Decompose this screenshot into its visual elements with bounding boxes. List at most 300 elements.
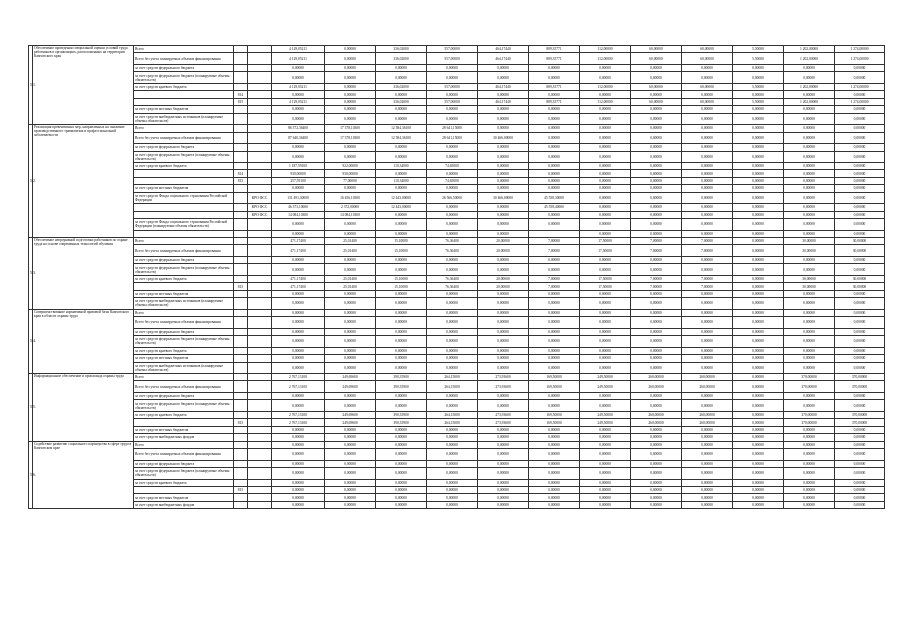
amount-cell: 0,00000 [272, 328, 325, 335]
amount-cell: 249,69600 [325, 381, 376, 393]
budget-code [234, 494, 248, 501]
amount-cell: 0,00000 [427, 336, 478, 348]
amount-cell: 464,17440 [478, 46, 529, 53]
budget-code [234, 64, 248, 71]
amount-cell: 0,00000 [733, 106, 784, 113]
amount-cell: 0,00000 [325, 264, 376, 276]
amount-cell: 0,00000 [478, 460, 529, 467]
budget-code [234, 434, 248, 441]
funding-source [134, 211, 234, 218]
amount-cell: 0,00000 [682, 400, 733, 412]
amount-cell: 1 187,59100 [272, 163, 325, 170]
amount-cell: 249,50000 [580, 419, 631, 426]
fund-code [248, 400, 272, 412]
amount-cell: 0,00000 [682, 204, 733, 211]
amount-cell: 0,00000 [427, 72, 478, 84]
funding-source: за счет средств федерального бюджета (планируемые объемы обязательств) [134, 336, 234, 348]
amount-cell: 370,00000 [784, 412, 835, 419]
amount-cell: 0,00000 [325, 53, 376, 65]
table-row [29, 400, 885, 412]
amount-cell: 0,00000 [478, 91, 529, 98]
table-row [29, 204, 885, 211]
amount-cell: 557,00000 [427, 53, 478, 65]
table-row [29, 163, 885, 170]
table-row [29, 245, 885, 257]
table-body [29, 46, 885, 509]
amount-cell: 0,00000 [631, 434, 682, 441]
amount-cell: 249,50000 [580, 412, 631, 419]
amount-cell: 0,00000 [580, 494, 631, 501]
amount-cell: 0,00000 [580, 362, 631, 374]
amount-cell: 0,00000 [427, 230, 478, 237]
amount-cell: 0,00000 [631, 132, 682, 144]
fund-code [248, 170, 272, 177]
amount-cell: 0,00000 [733, 64, 784, 71]
amount-cell: 0,00000 [272, 501, 325, 508]
amount-cell: 7,00000 [529, 283, 580, 290]
budget-code [234, 393, 248, 400]
amount-cell: 0,00000 [376, 441, 427, 448]
amount-cell: 0,00000 [325, 290, 376, 297]
amount-cell: 0,00000 [529, 460, 580, 467]
amount-cell: 0,00000 [427, 494, 478, 501]
amount-cell: 557,00000 [427, 98, 478, 105]
fund-code [248, 328, 272, 335]
amount-cell: 0,00000 [682, 486, 733, 493]
amount-cell: 0,00000 [682, 151, 733, 163]
amount-cell: 0,00000 [835, 290, 885, 297]
amount-cell: 0,00000 [529, 264, 580, 276]
amount-cell: 0,00000 [427, 393, 478, 400]
amount-cell: 0,00000 [376, 72, 427, 84]
amount-cell: 0,00000 [580, 393, 631, 400]
amount-cell: 0,00000 [376, 494, 427, 501]
amount-cell: 0,00000 [580, 309, 631, 316]
funding-source: за счет средств федерального бюджета [134, 393, 234, 400]
amount-cell: 0,00000 [325, 328, 376, 335]
amount-cell: 249,69600 [325, 412, 376, 419]
amount-cell: 0,00000 [835, 362, 885, 374]
amount-cell: 0,00000 [631, 125, 682, 132]
table-row [29, 192, 885, 204]
amount-cell: 0,00000 [478, 204, 529, 211]
amount-cell: 0,00000 [325, 113, 376, 125]
amount-cell: 0,00000 [529, 347, 580, 354]
amount-cell: 0,00000 [427, 91, 478, 98]
amount-cell: 1 202,00000 [784, 83, 835, 90]
amount-cell: 0,00000 [835, 64, 885, 71]
amount-cell: 0,00000 [478, 185, 529, 192]
amount-cell: 25,01400 [325, 283, 376, 290]
amount-cell: 0,00000 [580, 91, 631, 98]
amount-cell: 0,00000 [682, 106, 733, 113]
table-row [29, 53, 885, 65]
amount-cell: 370,00000 [835, 381, 885, 393]
fund-code [248, 91, 272, 98]
amount-cell: 0,00000 [325, 362, 376, 374]
amount-cell: 0,00000 [784, 64, 835, 71]
amount-cell: 336,02000 [376, 46, 427, 53]
amount-cell: 0,00000 [478, 230, 529, 237]
amount-cell: 0,00000 [784, 336, 835, 348]
budget-code [234, 317, 248, 329]
fund-code [248, 426, 272, 433]
amount-cell: 0,00000 [272, 264, 325, 276]
amount-cell: 273,93600 [478, 381, 529, 393]
amount-cell: 260,00000 [682, 381, 733, 393]
fund-code [248, 46, 272, 53]
amount-cell: 0,00000 [427, 362, 478, 374]
section-number: 5.6. [29, 441, 33, 509]
amount-cell: 0,00000 [784, 211, 835, 218]
amount-cell: 0,00000 [376, 106, 427, 113]
fund-code [248, 98, 272, 105]
amount-cell: 0,00000 [325, 400, 376, 412]
amount-cell: 464,17440 [478, 83, 529, 90]
amount-cell: 0,00000 [733, 486, 784, 493]
amount-cell: 0,00000 [580, 449, 631, 461]
amount-cell: 0,00000 [478, 170, 529, 177]
funding-source: за счет средств краевого бюджета [134, 412, 234, 419]
amount-cell: 0,00000 [325, 393, 376, 400]
funding-source: за счет средств местных бюджетов [134, 185, 234, 192]
funding-source: за счет средств федерального бюджета (планируемые объемы обязательств) [134, 400, 234, 412]
amount-cell: 17,50000 [580, 238, 631, 245]
table-row [29, 355, 885, 362]
amount-cell: 464,17440 [478, 98, 529, 105]
fund-code [248, 434, 272, 441]
amount-cell: 0,00000 [682, 468, 733, 480]
amount-cell: 257,59100 [272, 177, 325, 184]
amount-cell: 0,00000 [784, 468, 835, 480]
amount-cell: 0,00000 [835, 163, 885, 170]
funding-source [134, 91, 234, 98]
amount-cell: 0,00000 [631, 219, 682, 231]
amount-cell: 0,00000 [272, 298, 325, 310]
amount-cell: 0,00000 [682, 479, 733, 486]
amount-cell: 0,00000 [376, 170, 427, 177]
amount-cell: 0,00000 [529, 426, 580, 433]
amount-cell: 45 558,40000 [529, 204, 580, 211]
funding-source: за счет средств местных бюджетов [134, 355, 234, 362]
amount-cell: 0,00000 [682, 449, 733, 461]
amount-cell: 370,00000 [835, 419, 885, 426]
amount-cell: 471,17400 [272, 275, 325, 282]
amount-cell: 922,00000 [325, 163, 376, 170]
amount-cell: 7,00000 [631, 275, 682, 282]
funding-source: за счет средств краевого бюджета [134, 83, 234, 90]
amount-cell: 0,00000 [835, 468, 885, 480]
amount-cell: 12 443,00000 [376, 192, 427, 204]
funding-source: Всего без учета планируемых объемов финансирования [134, 449, 234, 461]
budget-code [234, 460, 248, 467]
amount-cell: 0,00000 [784, 426, 835, 433]
amount-cell [529, 230, 580, 237]
amount-cell: 7,00000 [631, 245, 682, 257]
amount-cell: 0,00000 [682, 355, 733, 362]
amount-cell: 0,00000 [376, 264, 427, 276]
amount-cell: 169,50000 [529, 381, 580, 393]
amount-cell: 0,00000 [478, 486, 529, 493]
amount-cell: 0,00000 [478, 393, 529, 400]
amount-cell: 4 129,05211 [272, 46, 325, 53]
amount-cell: 0,00000 [631, 479, 682, 486]
amount-cell: 30,00000 [784, 283, 835, 290]
amount-cell: 0,00000 [529, 317, 580, 329]
amount-cell: 0,00000 [835, 449, 885, 461]
funding-source: Всего без учета планируемых объемов финансирования [134, 132, 234, 144]
amount-cell: 0,00000 [529, 144, 580, 151]
amount-cell: 0,00000 [733, 283, 784, 290]
amount-cell: 0,00000 [325, 309, 376, 316]
amount-cell: 0,00000 [427, 290, 478, 297]
amount-cell: 0,00000 [478, 125, 529, 132]
budget-code [234, 72, 248, 84]
amount-cell: 0,00000 [376, 501, 427, 508]
amount-cell: 0,00000 [427, 204, 478, 211]
amount-cell: 0,00000 [376, 113, 427, 125]
amount-cell: 260,00000 [682, 412, 733, 419]
fund-code: КРО ФСС [248, 192, 272, 204]
amount-cell: 0,00000 [272, 72, 325, 84]
amount-cell: 30,00000 [835, 283, 885, 290]
fund-code [248, 479, 272, 486]
amount-cell: 0,00000 [376, 434, 427, 441]
amount-cell: 0,00000 [733, 151, 784, 163]
amount-cell: 0,00000 [835, 400, 885, 412]
amount-cell: 4 129,05211 [272, 83, 325, 90]
amount-cell: 0,00000 [733, 393, 784, 400]
amount-cell: 0,00000 [733, 309, 784, 316]
amount-cell: 0,00000 [631, 192, 682, 204]
amount-cell: 0,00000 [784, 501, 835, 508]
budget-code [234, 501, 248, 508]
amount-cell: 0,00000 [272, 336, 325, 348]
amount-cell: 0,00000 [427, 441, 478, 448]
amount-cell: 0,00000 [784, 393, 835, 400]
amount-cell: 0,00000 [529, 449, 580, 461]
amount-cell: 7,00000 [682, 245, 733, 257]
amount-cell: 0,00000 [478, 106, 529, 113]
amount-cell: 0,00000 [784, 355, 835, 362]
amount-cell: 0,00000 [784, 125, 835, 132]
table-row [29, 132, 885, 144]
fund-code: КРО ФСС [248, 204, 272, 211]
amount-cell: 0,00000 [835, 185, 885, 192]
budget-code [234, 328, 248, 335]
amount-cell: 471,17400 [272, 283, 325, 290]
amount-cell: 0,00000 [427, 211, 478, 218]
funding-source: за счет средств федерального бюджета [134, 64, 234, 71]
amount-cell: 0,00000 [580, 434, 631, 441]
amount-cell: 0,00000 [631, 91, 682, 98]
table-row [29, 72, 885, 84]
amount-cell: 0,00000 [272, 400, 325, 412]
table-row [29, 83, 885, 90]
amount-cell: 390,35900 [376, 419, 427, 426]
amount-cell: 0,00000 [631, 72, 682, 84]
amount-cell: 0,00000 [631, 211, 682, 218]
amount-cell: 370,00000 [784, 381, 835, 393]
amount-cell: 0,00000 [733, 426, 784, 433]
amount-cell: 0,00000 [733, 72, 784, 84]
amount-cell: 25,01400 [325, 245, 376, 257]
amount-cell: 0,00000 [325, 317, 376, 329]
fund-code [248, 219, 272, 231]
amount-cell: 0,00000 [835, 204, 885, 211]
amount-cell: 0,00000 [529, 479, 580, 486]
amount-cell: 0,00000 [376, 449, 427, 461]
amount-cell: 0,00000 [272, 91, 325, 98]
budget-code [234, 441, 248, 448]
amount-cell: 0,00000 [682, 328, 733, 335]
fund-code [248, 53, 272, 65]
amount-cell: 0,00000 [580, 257, 631, 264]
amount-cell: 0,00000 [376, 230, 427, 237]
table-row [29, 46, 885, 53]
amount-cell: 87 640,36400 [272, 132, 325, 144]
table-row [29, 362, 885, 374]
amount-cell: 0,00000 [478, 151, 529, 163]
amount-cell: 0,00000 [529, 486, 580, 493]
amount-cell: 0,00000 [427, 486, 478, 493]
amount-cell: 60,00000 [631, 53, 682, 65]
section-number: 5.3. [29, 238, 33, 310]
amount-cell: 2 372,00000 [325, 204, 376, 211]
amount-cell: 0,00000 [733, 479, 784, 486]
amount-cell: 74,65000 [427, 163, 478, 170]
table-row [29, 91, 885, 98]
amount-cell: 0,00000 [835, 113, 885, 125]
amount-cell: 0,00000 [529, 132, 580, 144]
fund-code [248, 317, 272, 329]
table-row [29, 419, 885, 426]
amount-cell: 0,00000 [580, 177, 631, 184]
amount-cell: 0,00000 [529, 290, 580, 297]
amount-cell: 0,00000 [325, 434, 376, 441]
amount-cell: 0,00000 [682, 347, 733, 354]
amount-cell: 0,00000 [784, 494, 835, 501]
amount-cell: 0,00000 [631, 486, 682, 493]
amount-cell: 14 084,10300 [272, 211, 325, 218]
table-row [29, 393, 885, 400]
amount-cell: 0,00000 [427, 257, 478, 264]
amount-cell: 0,00000 [325, 83, 376, 90]
amount-cell: 0,00000 [580, 441, 631, 448]
amount-cell: 169,50000 [529, 412, 580, 419]
amount-cell: 0,00000 [478, 317, 529, 329]
budget-code [234, 144, 248, 151]
budget-code [234, 355, 248, 362]
amount-cell: 7,00000 [682, 275, 733, 282]
amount-cell: 0,00000 [835, 177, 885, 184]
amount-cell: 0,00000 [478, 494, 529, 501]
table-row [29, 98, 885, 105]
amount-cell: 112,00000 [580, 53, 631, 65]
amount-cell: 30,00000 [835, 275, 885, 282]
amount-cell: 0,00000 [835, 192, 885, 204]
amount-cell: 0,00000 [784, 317, 835, 329]
funding-source: за счет средств федерального бюджета [134, 144, 234, 151]
amount-cell: 30 466,00000 [478, 132, 529, 144]
table-row [29, 219, 885, 231]
funding-source: за счет средств внебюджетных источников (планируемые объемы обязательств) [134, 298, 234, 310]
funding-source: за счет средств местных бюджетов [134, 106, 234, 113]
amount-cell: 0,00000 [478, 264, 529, 276]
amount-cell: 0,00000 [325, 494, 376, 501]
amount-cell: 0,00000 [682, 72, 733, 84]
budget-code [234, 132, 248, 144]
amount-cell: 0,00000 [376, 328, 427, 335]
amount-cell: 0,00000 [580, 426, 631, 433]
amount-cell: 390,35900 [376, 374, 427, 381]
amount-cell: 0,00000 [529, 257, 580, 264]
amount-cell: 0,00000 [733, 460, 784, 467]
amount-cell: 0,00000 [427, 106, 478, 113]
amount-cell: 77,00000 [325, 177, 376, 184]
amount-cell: 0,00000 [682, 211, 733, 218]
amount-cell: 0,00000 [682, 113, 733, 125]
amount-cell: 0,00000 [272, 494, 325, 501]
amount-cell: 0,00000 [784, 434, 835, 441]
fund-code [248, 468, 272, 480]
amount-cell: 0,00000 [733, 275, 784, 282]
amount-cell: 0,00000 [784, 170, 835, 177]
amount-cell: 260,00000 [631, 412, 682, 419]
amount-cell: 60,00000 [631, 98, 682, 105]
amount-cell: 169,50000 [529, 419, 580, 426]
amount-cell: 0,00000 [580, 230, 631, 237]
amount-cell: 0,00000 [784, 290, 835, 297]
amount-cell: 0,00000 [427, 64, 478, 71]
table-row [29, 64, 885, 71]
amount-cell: 0,00000 [835, 393, 885, 400]
fund-code [248, 449, 272, 461]
amount-cell: 0,00000 [682, 393, 733, 400]
amount-cell: 0,00000 [580, 125, 631, 132]
amount-cell: 0,00000 [835, 434, 885, 441]
amount-cell: 0,00000 [325, 257, 376, 264]
table-row [29, 336, 885, 348]
amount-cell: 0,00000 [325, 230, 376, 237]
amount-cell: 0,00000 [325, 347, 376, 354]
amount-cell: 0,00000 [376, 317, 427, 329]
budget-code [234, 46, 248, 53]
amount-cell: 0,00000 [376, 309, 427, 316]
amount-cell: 0,00000 [427, 347, 478, 354]
amount-cell: 0,00000 [733, 374, 784, 381]
amount-cell: 2 767,13100 [272, 419, 325, 426]
amount-cell: 1 202,00000 [784, 46, 835, 53]
amount-cell: 2 767,13100 [272, 412, 325, 419]
amount-cell: 0,00000 [682, 257, 733, 264]
funding-source: Всего [134, 374, 234, 381]
amount-cell: 471,17400 [272, 245, 325, 257]
amount-cell: 370,00000 [784, 419, 835, 426]
amount-cell: 0,00000 [835, 264, 885, 276]
amount-cell: 0,00000 [325, 91, 376, 98]
funding-source: Всего без учета планируемых объемов финансирования [134, 317, 234, 329]
amount-cell: 7,00000 [631, 238, 682, 245]
fund-code [248, 64, 272, 71]
amount-cell: 0,00000 [631, 494, 682, 501]
amount-cell: 0,00000 [529, 125, 580, 132]
fund-code [248, 238, 272, 245]
amount-cell: 0,00000 [529, 468, 580, 480]
amount-cell: 0,00000 [529, 298, 580, 310]
amount-cell: 260,00000 [631, 381, 682, 393]
amount-cell: 0,00000 [529, 185, 580, 192]
